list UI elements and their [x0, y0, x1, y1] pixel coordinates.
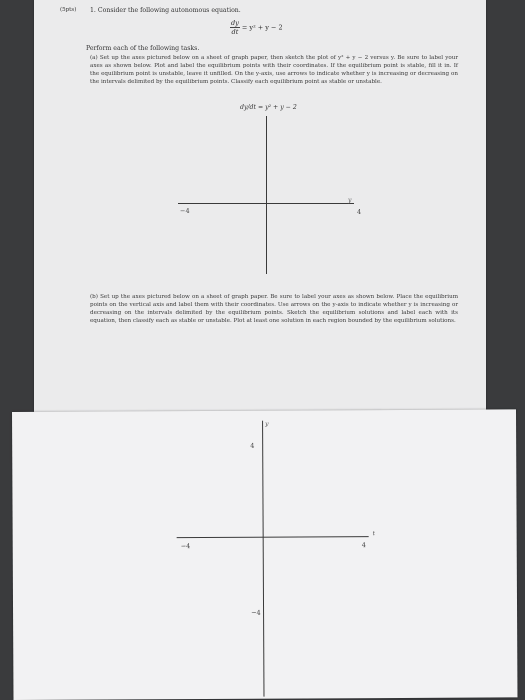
worksheet-page-2	[12, 409, 518, 700]
graph-b-tick-left: −4	[180, 542, 191, 551]
graph-b-tick-bottom: −4	[251, 608, 261, 617]
graph-a-tick-left: −4	[180, 207, 190, 215]
graph-b-tick-right: 4	[361, 541, 366, 550]
graph-b-vertical-axis	[262, 421, 264, 697]
graph-a-xaxis-label: y	[348, 197, 352, 204]
equation-numerator: dy	[231, 19, 239, 27]
tasks-intro: Perform each of the following tasks.	[86, 45, 200, 52]
graph-a-vertical-axis	[266, 116, 267, 274]
graph-b-yaxis-label: y	[265, 420, 269, 428]
equation-denominator: dt	[231, 28, 239, 36]
problem-statement: 1. Consider the following autonomous equation.	[90, 7, 241, 14]
graph-b-xaxis-label: t	[372, 530, 376, 538]
part-b-text: (b) Set up the axes pictured below on a sheet of graph paper. Be sure to label your axes as shown below. Place the equilibrium points on the vertical axis and label them with their coordinates. Use arrows on the y-axis to indicate whether y is increasing or decreasing on the intervals delimited by the equilibrium points. Sketch the equilibrium solutions and label each with its equation, then classify each as stable or unstable. Plot at least one solution in each region bounded by the equilibrium solutions.	[90, 294, 458, 324]
graph-b-horizontal-axis	[177, 536, 369, 538]
graph-b-tick-top: 4	[250, 441, 255, 450]
equation	[230, 19, 283, 36]
graph-a-label: dy/dt = y² + y − 2	[240, 104, 297, 111]
part-a-text: (a) Set up the axes pictured below on a sheet of graph paper, then sketch the plot of y² + y − 2 versus y. Be sure to label your axes as shown below. Plot and label the equilibrium points with their coordinates. If the equilibrium point is stable, fill it in. If the equilibrium point is unstable, leave it unfilled. On the y-axis, use arrows to indicate whether y is increasing or decreasing on the intervals delimited by the equilibrium points. Classify each equilibrium point as stable or unstable.	[90, 55, 458, 85]
equation-rhs: = y² + y − 2	[241, 23, 283, 32]
points-mark: (5pts)	[60, 7, 77, 13]
graph-a-tick-right: 4	[357, 208, 362, 216]
graph-a-horizontal-axis	[178, 203, 354, 204]
